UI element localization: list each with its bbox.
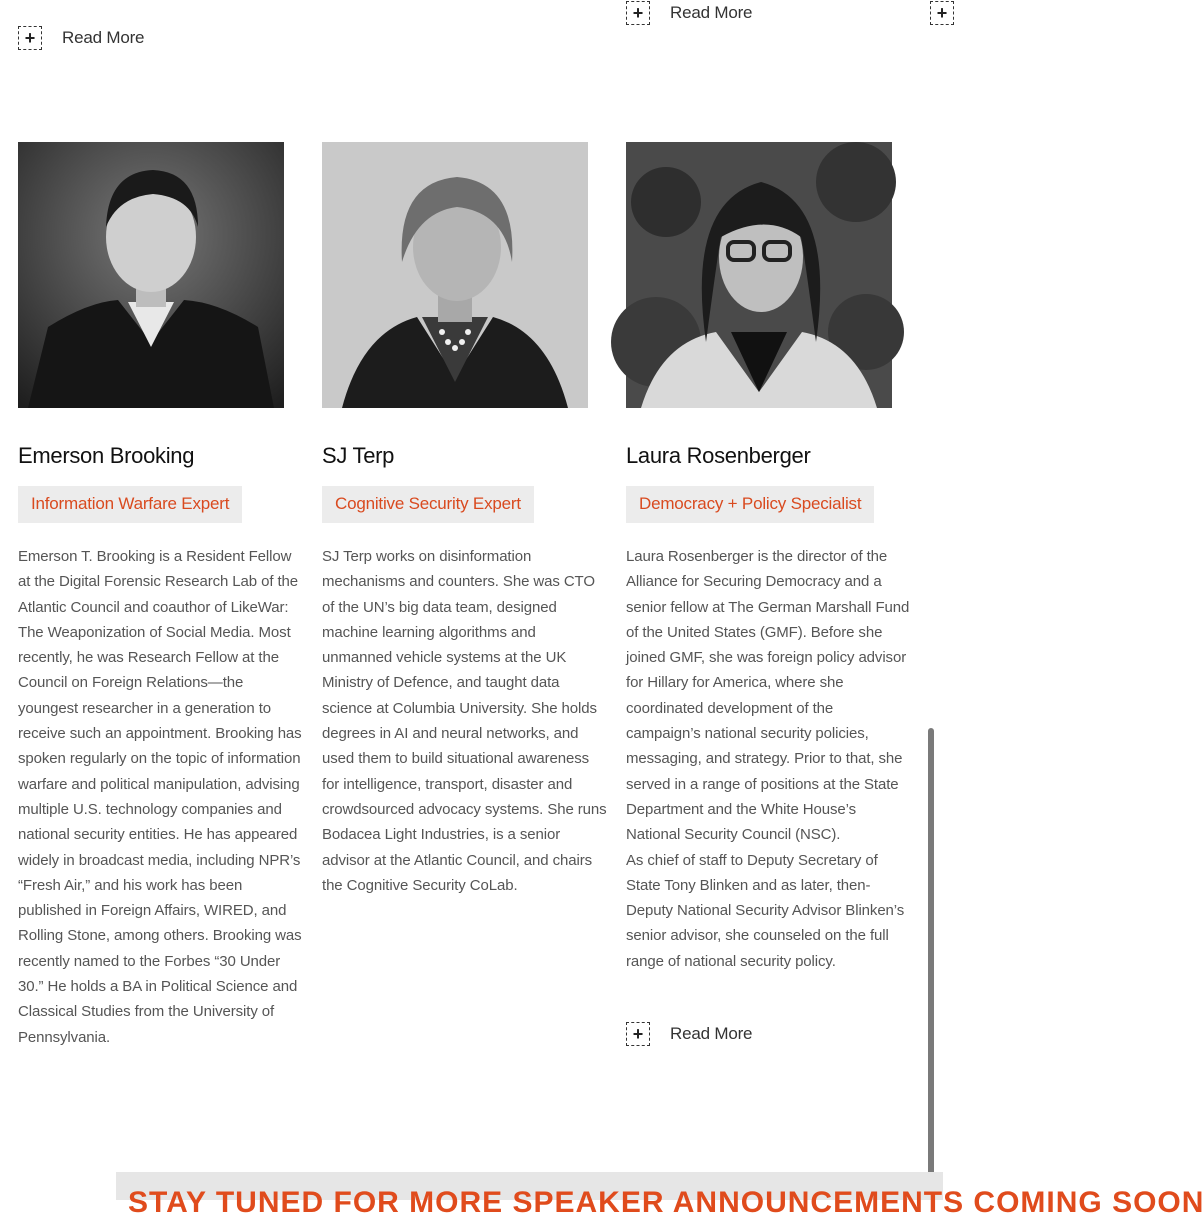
read-more-label: Read More (670, 3, 753, 22)
speaker-tag: Democracy + Policy Specialist (626, 486, 874, 523)
speaker-card-emerson (18, 142, 308, 1050)
speaker-bio (626, 544, 911, 974)
announcement-banner (116, 1172, 1204, 1219)
speaker-bio-part-1: Laura Rosenberger is the director of the Alliance for Securing Democracy and a senior fellow at The German Marshall Fund of the United States (GMF). Before she joined GMF, she was foreign policy advisor for Hillary for America, where she coordinated development of the campaign’s national security policies, messaging, and strategy. Prior to that, she served in a range of positions at the State Department and the White House’s National Security Council (NSC). (626, 548, 910, 844)
speaker-name: SJ Terp (322, 443, 395, 468)
plus-icon: + (626, 1022, 650, 1046)
read-more-link-top-right[interactable] (626, 1, 752, 25)
portrait-image (322, 142, 588, 408)
portrait-image (626, 142, 892, 408)
speaker-photo (18, 142, 284, 408)
speaker-name: Emerson Brooking (18, 443, 195, 468)
read-more-label: Read More (670, 1024, 753, 1043)
portrait-image (18, 142, 284, 408)
plus-icon: + (626, 1, 650, 25)
scrollbar-thumb[interactable] (928, 728, 934, 1188)
speaker-name: Laura Rosenberger (626, 443, 811, 468)
read-more-link-top-edge[interactable] (930, 1, 954, 25)
speaker-bio-part-2: As chief of staff to Deputy Secretary of State Tony Blinken and as later, then-Deputy National Security Advisor Blinken’s senior advisor, she counseled on the full range of national security policy. (626, 851, 905, 970)
banner-text: STAY TUNED FOR MORE SPEAKER ANNOUNCEMENTS COMING SOON (128, 1186, 1204, 1219)
speaker-photo (322, 142, 588, 408)
speaker-tag: Cognitive Security Expert (322, 486, 534, 523)
speaker-photo (626, 142, 892, 408)
read-more-link-top-left[interactable] (18, 26, 144, 50)
speaker-card-sj-terp (322, 142, 612, 898)
speaker-card-laura (626, 142, 916, 974)
speaker-tag: Information Warfare Expert (18, 486, 242, 523)
speaker-bio: SJ Terp works on disinformation mechanisms and counters. She was CTO of the UN’s big data team, designed machine learning algorithms and unmanned vehicle systems at the UK Ministry of Defence, and taught data science at Columbia University. She holds degrees in AI and neural networks, and used them to build situational awareness for intelligence, transport, disaster and crowdsourced advocacy systems. She runs Bodacea Light Industries, is a senior advisor at the Atlantic Council, and chairs the Cognitive Security CoLab. (322, 548, 607, 894)
read-more-link-laura[interactable] (626, 1022, 752, 1046)
speaker-bio: Emerson T. Brooking is a Resident Fellow at the Digital Forensic Research Lab of the Atlantic Council and coauthor of LikeWar: The Weaponization of Social Media. Most recently, he was Research Fellow at the Council on Foreign Relations—the youngest researcher in a generation to receive such an appointment. Brooking has spoken regularly on the topic of information warfare and political manipulation, advising multiple U.S. technology companies and national security entities. He has appeared widely in broadcast media, including NPR’s “Fresh Air,” and his work has been published in Foreign Affairs, WIRED, and Rolling Stone, among others. Brooking was recently named to the Forbes “30 Under 30.” He holds a BA in Political Science and Classical Studies from the University of Pennsylvania. (18, 548, 302, 1046)
plus-icon: + (18, 26, 42, 50)
read-more-label: Read More (62, 28, 145, 47)
plus-icon: + (930, 1, 954, 25)
